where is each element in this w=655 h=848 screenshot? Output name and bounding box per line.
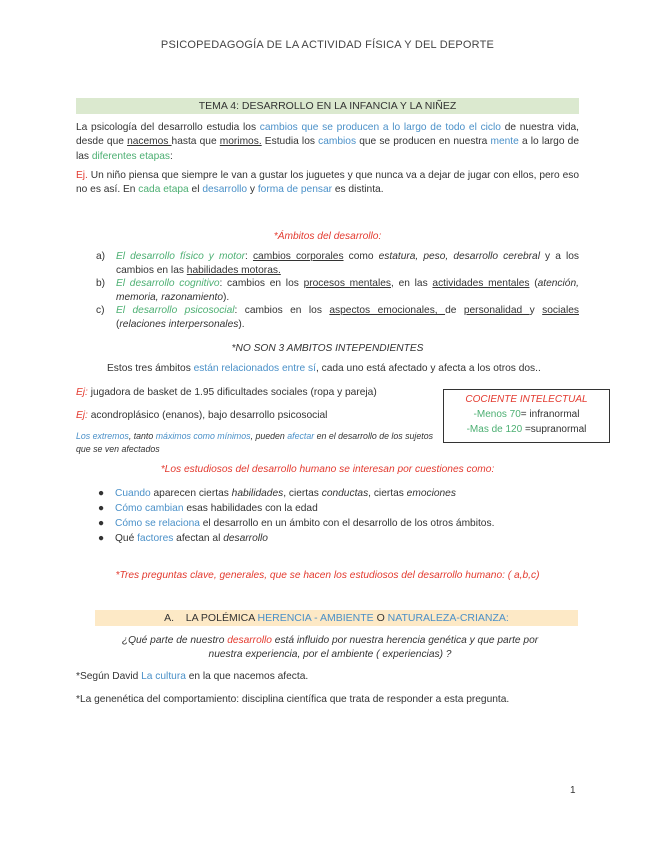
section-a-title: A. LA POLÉMICA HERENCIA - AMBIENTE O NATURALEZA-CRIANZA:	[95, 610, 578, 626]
tres-preguntas-heading: *Tres preguntas clave, generales, que se hacen los estudiosos del desarrollo humano: ( a,b,c)	[115, 570, 540, 581]
list-item: ● Cómo cambian esas habilidades con la edad	[96, 502, 576, 516]
cociente-line-supranormal: -Mas de 120 =supranormal	[466, 424, 587, 435]
no-son-heading: *NO SON 3 AMBITOS INTEPENDIENTES	[231, 343, 424, 354]
bullet-icon: ●	[98, 533, 105, 544]
cociente-line-infranormal: -Menos 70= infranormal	[473, 409, 580, 420]
tres-ambitos-paragraph: Estos tres ámbitos están relacionados entre sí, cada uno está afectado y afecta a los otros dos..	[107, 363, 541, 374]
example-paragraph: Ej. Un niño piensa que siempre le van a gustar los juguetes y que nunca va a dejar de jugar con ellos, pero eso no es así. En cada etapa el desarrollo y forma de pensar es distinta.	[76, 170, 579, 196]
cociente-title: COCIENTE INTELECTUAL	[465, 394, 588, 405]
page-number: 1	[570, 785, 576, 796]
intro-paragraph: La psicología del desarrollo estudia los cambios que se producen a lo largo de todo el ciclo de nuestra vida, desde que nacemos hasta que morimos. Estudia los cambios que se producen en nuestra mente a lo largo de las diferentes etapas:	[76, 122, 579, 162]
bullet-icon: ●	[98, 518, 105, 529]
ambito-item-psicosocial: c) El desarrollo psicosocial: cambios en los aspectos emocionales, de personalidad y sociales (relaciones interpersonales).	[96, 305, 579, 331]
example-acondroplasico: Ej: acondroplásico (enanos), bajo desarrollo psicosocial	[76, 410, 328, 421]
ambitos-heading: *Ámbitos del desarrollo:	[273, 231, 382, 242]
bullet-icon: ●	[98, 488, 105, 499]
example-basket: Ej: jugadora de basket de 1.95 dificultades sociales (ropa y pareja)	[76, 387, 377, 398]
list-item: ● Qué factores afectan al desarrollo	[96, 532, 576, 546]
tema-title: TEMA 4: DESARROLLO EN LA INFANCIA Y LA NIÑEZ	[76, 98, 579, 114]
ambito-item-cognitivo: b) El desarrollo cognitivo: cambios en los procesos mentales, en las actividades mentales (atención, memoria, razonamiento).	[96, 278, 579, 304]
list-item: ● Cómo se relaciona el desarrollo en un ámbito con el desarrollo de los otros ámbitos.	[96, 517, 576, 531]
estudiosos-heading: *Los estudiosos del desarrollo humano se interesan por cuestiones como:	[160, 464, 495, 475]
genenetica-line: *La genenética del comportamiento: disciplina científica que trata de responder a esta pregunta.	[76, 694, 510, 705]
list-item: ● Cuando aparecen ciertas habilidades, ciertas conductas, ciertas emociones	[96, 487, 576, 501]
document-header: PSICOPEDAGOGÍA DE LA ACTIVIDAD FÍSICA Y DEL DEPORTE	[160, 39, 495, 51]
ambito-item-fisico: a) El desarrollo físico y motor: cambios corporales como estatura, peso, desarrollo cerebral y a los cambios en las habilidades motoras.	[96, 251, 579, 277]
pregunta-paragraph: ¿Qué parte de nuestro desarrollo está influido por nuestra herencia genética y que parte por nuestra experiencia, por el ambiente ( experiencias) ?	[121, 635, 539, 661]
extremos-paragraph: Los extremos, tanto máximos como mínimos, pueden afectar en el desarrollo de los sujetos que se ven afectados	[76, 431, 433, 454]
segun-david-line: *Según David La cultura en la que nacemos afecta.	[76, 671, 309, 682]
cociente-intelectual-box	[443, 389, 610, 443]
bullet-icon: ●	[98, 503, 105, 514]
